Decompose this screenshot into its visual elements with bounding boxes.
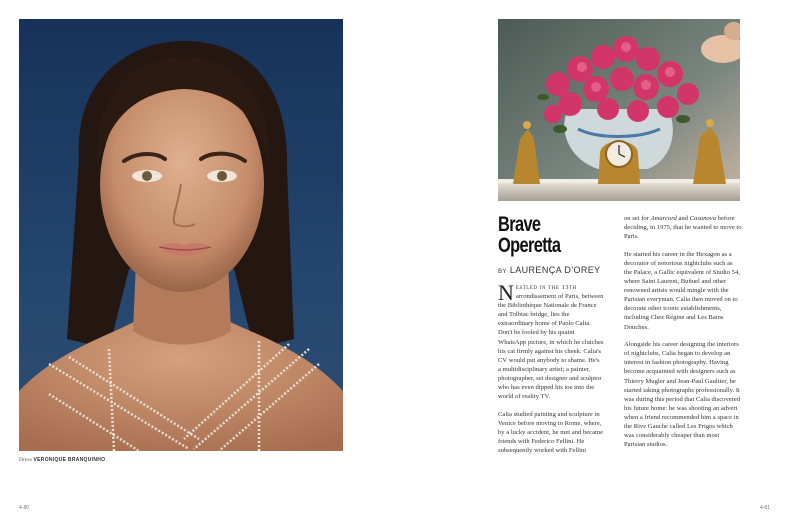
paragraph-3-text-a: on set for [624, 215, 651, 222]
page-number-right: 4-81 [759, 505, 770, 511]
caption-prefix: Dress [19, 457, 33, 463]
paragraph-3 [624, 214, 742, 241]
photo-caption [19, 457, 105, 463]
article-column-1 [498, 280, 604, 464]
lead-in-smallcaps: estled in the 13th [515, 284, 577, 291]
paragraph-3-text-c: before deciding, in 1975, that he wanted to move to Paris. [624, 215, 742, 241]
paragraph-4: He started his career in the Hexagon as a decorator of notorious nightclubs such as the Palace, a Gallic equivalent of Studio 54, where Saint Laurent, Buñuel and other renowned artists would mingle with the Parisian everyman. Calia then moved on to decorate other iconic establishments, including Chez Régine and Les Bains Douches. [624, 250, 740, 331]
paragraph-2: Calia studied painting and sculpture in Venice before moving to Rome, where, by a lucky accident, he met and became friends with Federico Fellini. He subsequently worked with Fellini [498, 410, 604, 455]
paragraph-3-text-b: and [676, 215, 690, 222]
paragraph-1 [498, 280, 604, 401]
byline-by: BY [498, 269, 507, 275]
paragraph-5: Alongside his career designing the interiors of nightclubs, Calia began to develop an interest in fashion photography. Having become acquainted with designers such as Thierry Mugler and Jean-Paul Gaultier, he started taking photographs professionally. It was during this period that Calia discovered his future home: he was shooting an advert when a friend recommended him a space in the Rive Gauche called Les Frigos which was considerably cheaper than most Parisian studios. [624, 341, 741, 449]
byline [498, 265, 601, 275]
drop-cap: N [498, 280, 514, 305]
headline-line-2: Operetta [498, 234, 561, 257]
article-column-2 [624, 214, 742, 458]
film-title-casanova: Casanova [689, 215, 717, 222]
still-life-photo [498, 19, 740, 201]
paragraph-1-body: arrondissement of Paris, between the Bibliothèque Nationale de France and Tolbiac bridge, lies the extraordinary home of Paolo Calia. Don't be fooled by his quaint WhatsApp picture, in which he clutches his cat firmly against his cheek: Calia's CV would put anybody to shame. He's a multidisciplinary artist; a painter, photographer, set designer and sculptor who has even dipped his toe into the world of reality TV. [498, 293, 604, 401]
caption-credit: VERONIQUE BRANQUINHO [33, 457, 106, 463]
article-headline [498, 214, 588, 256]
headline-line-1: Brave [498, 213, 541, 236]
portrait-photo [19, 19, 343, 451]
byline-author: LAURENÇA D'OREY [509, 265, 601, 275]
film-title-amarcord: Amarcord [650, 215, 677, 222]
page-number-left: 4-80 [19, 505, 30, 511]
